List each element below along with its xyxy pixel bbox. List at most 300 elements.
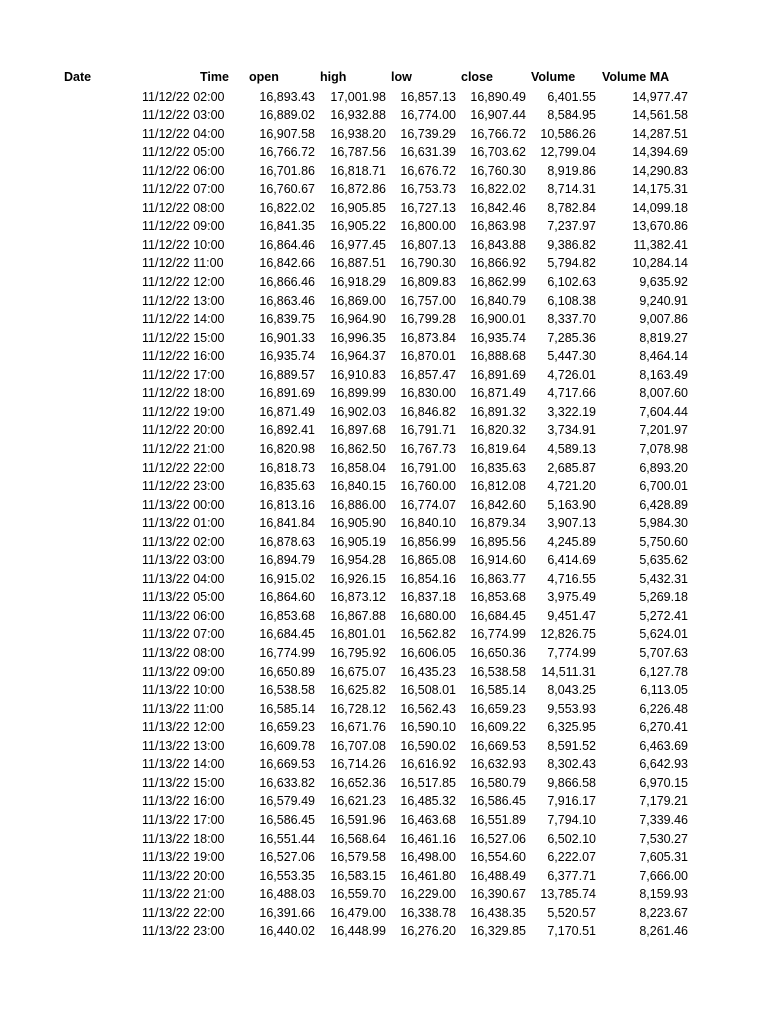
cell-close: 16,774.99 — [470, 627, 526, 642]
table-row — [0, 125, 768, 144]
cell-datetime: 11/12/22 12:00 — [142, 275, 225, 289]
cell-open: 16,774.99 — [259, 646, 315, 660]
cell-close: 16,659.23 — [470, 701, 526, 716]
table-row — [0, 180, 768, 199]
cell-datetime: 11/13/22 08:00 — [142, 646, 225, 660]
cell-low: 16,276.20 — [400, 924, 456, 939]
header-date: Date — [64, 70, 92, 84]
cell-volume-ma: 5,269.18 — [639, 590, 688, 605]
cell-volume-ma: 8,159.93 — [639, 887, 688, 902]
cell-volume: 2,685.87 — [547, 460, 596, 475]
cell-open: 16,915.02 — [259, 571, 315, 586]
cell-high: 16,899.99 — [330, 386, 386, 401]
cell-close: 16,863.77 — [470, 571, 526, 586]
table-row — [0, 403, 768, 422]
table-row — [0, 199, 768, 218]
cell-volume: 8,302.43 — [547, 757, 596, 772]
cell-low: 16,435.23 — [400, 664, 456, 679]
cell-volume-ma: 14,561.58 — [632, 108, 688, 123]
table-row — [0, 366, 768, 385]
cell-close: 16,703.62 — [470, 145, 526, 160]
cell-high: 16,801.01 — [330, 627, 386, 642]
cell-open: 16,527.06 — [259, 850, 315, 865]
cell-open: 16,579.49 — [259, 794, 315, 809]
cell-volume-ma: 14,099.18 — [632, 200, 688, 215]
cell-high: 16,858.04 — [330, 460, 386, 475]
cell-high: 16,869.00 — [330, 293, 386, 308]
cell-high: 16,714.26 — [330, 757, 386, 772]
table-row — [0, 421, 768, 440]
cell-low: 16,229.00 — [400, 887, 456, 902]
cell-open: 16,835.63 — [259, 479, 315, 494]
cell-open: 16,894.79 — [259, 553, 315, 568]
cell-close: 16,871.49 — [470, 386, 526, 401]
header-time: Time — [200, 70, 229, 84]
cell-datetime: 11/12/22 23:00 — [142, 479, 225, 494]
table-row — [0, 922, 768, 941]
cell-volume: 9,553.93 — [547, 701, 596, 716]
cell-volume: 5,163.90 — [547, 497, 596, 512]
cell-volume: 7,794.10 — [547, 812, 596, 827]
cell-volume: 8,591.52 — [547, 738, 596, 753]
cell-open: 16,440.02 — [259, 924, 315, 939]
cell-open: 16,669.53 — [259, 757, 315, 772]
cell-close: 16,907.44 — [470, 108, 526, 123]
cell-close: 16,914.60 — [470, 553, 526, 568]
cell-datetime: 11/13/22 00:00 — [142, 497, 225, 512]
cell-low: 16,760.00 — [400, 479, 456, 494]
cell-volume-ma: 7,078.98 — [639, 441, 688, 456]
table-row — [0, 625, 768, 644]
cell-volume: 4,721.20 — [547, 479, 596, 494]
cell-low: 16,753.73 — [400, 182, 456, 197]
cell-datetime: 11/13/22 18:00 — [142, 831, 225, 846]
cell-close: 16,895.56 — [470, 534, 526, 549]
cell-low: 16,676.72 — [400, 163, 456, 178]
cell-volume: 5,520.57 — [547, 905, 596, 920]
cell-open: 16,842.66 — [259, 256, 315, 271]
cell-volume: 4,245.89 — [547, 534, 596, 549]
cell-low: 16,616.92 — [400, 757, 456, 772]
header-open: open — [249, 70, 279, 84]
cell-low: 16,461.80 — [400, 868, 456, 883]
cell-volume: 4,717.66 — [547, 386, 596, 401]
cell-open: 16,659.23 — [259, 720, 315, 735]
cell-low: 16,757.00 — [400, 293, 456, 308]
cell-close: 16,890.49 — [470, 89, 526, 104]
cell-volume-ma: 6,127.78 — [639, 664, 688, 679]
cell-low: 16,774.07 — [400, 497, 456, 512]
cell-high: 16,652.36 — [330, 775, 386, 790]
cell-volume-ma: 6,270.41 — [639, 720, 688, 735]
cell-high: 16,579.58 — [330, 850, 386, 865]
cell-volume: 6,102.63 — [547, 275, 596, 289]
cell-volume: 8,919.86 — [547, 163, 596, 178]
cell-open: 16,878.63 — [259, 534, 315, 549]
cell-open: 16,864.46 — [259, 237, 315, 252]
cell-low: 16,517.85 — [400, 775, 456, 790]
cell-close: 16,760.30 — [470, 163, 526, 178]
cell-close: 16,888.68 — [470, 349, 526, 364]
cell-volume-ma: 9,635.92 — [639, 275, 688, 289]
table-row — [0, 904, 768, 923]
cell-volume: 8,043.25 — [547, 683, 596, 698]
cell-volume-ma: 6,113.05 — [640, 683, 688, 698]
cell-high: 16,671.76 — [330, 720, 386, 735]
cell-volume-ma: 6,226.48 — [639, 701, 688, 716]
cell-open: 16,650.89 — [259, 664, 315, 679]
cell-volume-ma: 7,666.00 — [639, 868, 688, 883]
cell-open: 16,935.74 — [259, 349, 315, 364]
cell-volume-ma: 5,707.63 — [639, 646, 688, 660]
table-row — [0, 644, 768, 663]
header-close: close — [461, 70, 493, 84]
cell-high: 16,902.03 — [330, 404, 386, 419]
header-volume-ma: Volume MA — [602, 70, 670, 84]
cell-open: 16,907.58 — [259, 126, 315, 141]
cell-close: 16,551.89 — [470, 812, 526, 827]
cell-low: 16,767.73 — [400, 441, 456, 456]
cell-datetime: 11/12/22 09:00 — [142, 219, 225, 234]
cell-datetime: 11/13/22 20:00 — [142, 868, 225, 883]
cell-high: 16,625.82 — [330, 683, 386, 698]
cell-datetime: 11/12/22 20:00 — [142, 423, 225, 438]
cell-datetime: 11/13/22 15:00 — [142, 775, 225, 790]
cell-volume-ma: 5,272.41 — [639, 608, 688, 623]
table-row — [0, 496, 768, 515]
cell-datetime: 11/13/22 11:00 — [142, 701, 224, 716]
cell-high: 16,938.20 — [330, 126, 386, 141]
table-row — [0, 477, 768, 496]
cell-volume-ma: 6,700.01 — [639, 479, 688, 494]
cell-high: 16,964.37 — [330, 349, 386, 364]
cell-low: 16,870.01 — [400, 349, 456, 364]
cell-close: 16,891.69 — [470, 367, 526, 382]
cell-high: 16,932.88 — [330, 108, 386, 123]
cell-volume: 9,386.82 — [547, 237, 596, 252]
cell-high: 16,559.70 — [330, 887, 386, 902]
cell-low: 16,338.78 — [400, 905, 456, 920]
table-row — [0, 347, 768, 366]
cell-close: 16,822.02 — [470, 182, 526, 197]
cell-high: 16,591.96 — [330, 812, 386, 827]
cell-volume-ma: 11,382.41 — [633, 237, 688, 252]
cell-datetime: 11/13/22 17:00 — [142, 812, 225, 827]
cell-open: 16,841.84 — [259, 516, 315, 531]
cell-volume: 14,511.31 — [541, 664, 596, 679]
table-row — [0, 217, 768, 236]
cell-volume: 8,782.84 — [547, 200, 596, 215]
cell-volume: 9,451.47 — [547, 608, 596, 623]
cell-low: 16,590.10 — [400, 720, 456, 735]
cell-datetime: 11/13/22 03:00 — [142, 553, 225, 568]
cell-low: 16,727.13 — [400, 200, 456, 215]
cell-close: 16,891.32 — [470, 404, 526, 419]
table-row — [0, 718, 768, 737]
cell-high: 16,996.35 — [330, 330, 386, 345]
cell-volume-ma: 8,007.60 — [639, 386, 688, 401]
cell-high: 16,873.12 — [330, 590, 386, 605]
cell-high: 16,867.88 — [330, 608, 386, 623]
cell-low: 16,840.10 — [400, 516, 456, 531]
cell-low: 16,590.02 — [400, 738, 456, 753]
table-row — [0, 384, 768, 403]
header-high: high — [320, 70, 347, 84]
cell-datetime: 11/12/22 07:00 — [142, 182, 225, 197]
cell-datetime: 11/12/22 11:00 — [142, 256, 224, 271]
table-row — [0, 273, 768, 292]
table-row — [0, 607, 768, 626]
cell-open: 16,853.68 — [259, 608, 315, 623]
table-row — [0, 236, 768, 255]
cell-close: 16,843.88 — [470, 237, 526, 252]
cell-open: 16,871.49 — [259, 404, 315, 419]
cell-volume-ma: 7,530.27 — [639, 831, 688, 846]
cell-datetime: 11/12/22 10:00 — [142, 237, 225, 252]
cell-volume-ma: 7,604.44 — [639, 404, 688, 419]
cell-volume: 4,589.13 — [547, 441, 596, 456]
cell-volume-ma: 5,635.62 — [639, 553, 688, 568]
cell-datetime: 11/13/22 19:00 — [142, 850, 225, 865]
cell-volume-ma: 9,007.86 — [639, 312, 688, 327]
cell-volume-ma: 14,977.47 — [632, 89, 688, 104]
cell-volume-ma: 8,223.67 — [639, 905, 688, 920]
cell-datetime: 11/12/22 05:00 — [142, 145, 225, 160]
cell-high: 16,862.50 — [330, 441, 386, 456]
cell-open: 16,538.58 — [259, 683, 315, 698]
cell-close: 16,669.53 — [470, 738, 526, 753]
table-row — [0, 848, 768, 867]
cell-volume: 7,237.97 — [547, 219, 596, 234]
cell-volume: 6,414.69 — [547, 553, 596, 568]
cell-volume-ma: 7,605.31 — [639, 850, 688, 865]
cell-high: 16,897.68 — [330, 423, 386, 438]
cell-volume-ma: 6,642.93 — [639, 757, 688, 772]
table-row — [0, 774, 768, 793]
cell-high: 16,448.99 — [330, 924, 386, 939]
cell-volume: 6,325.95 — [547, 720, 596, 735]
table-row — [0, 143, 768, 162]
table-row — [0, 551, 768, 570]
cell-datetime: 11/12/22 14:00 — [142, 312, 225, 327]
table-row — [0, 700, 768, 719]
cell-volume-ma: 14,175.31 — [632, 182, 688, 197]
cell-volume-ma: 5,750.60 — [639, 534, 688, 549]
cell-low: 16,809.83 — [400, 275, 456, 289]
cell-close: 16,900.01 — [470, 312, 526, 327]
cell-close: 16,586.45 — [470, 794, 526, 809]
cell-high: 16,964.90 — [330, 312, 386, 327]
table-row — [0, 88, 768, 107]
cell-open: 16,863.46 — [259, 293, 315, 308]
cell-open: 16,585.14 — [259, 701, 315, 716]
cell-volume: 3,907.13 — [547, 516, 596, 531]
table-row — [0, 106, 768, 125]
cell-high: 16,954.28 — [330, 553, 386, 568]
cell-volume: 12,799.04 — [540, 145, 596, 160]
cell-low: 16,837.18 — [400, 590, 456, 605]
cell-datetime: 11/12/22 16:00 — [142, 349, 225, 364]
cell-high: 16,728.12 — [330, 701, 386, 716]
cell-close: 16,812.08 — [470, 479, 526, 494]
cell-high: 16,872.86 — [330, 182, 386, 197]
cell-volume: 6,401.55 — [547, 89, 596, 104]
cell-close: 16,863.98 — [470, 219, 526, 234]
cell-high: 16,887.51 — [330, 256, 386, 271]
cell-open: 16,488.03 — [259, 887, 315, 902]
cell-datetime: 11/12/22 13:00 — [142, 293, 225, 308]
cell-low: 16,791.00 — [400, 460, 456, 475]
cell-high: 16,675.07 — [330, 664, 386, 679]
cell-volume-ma: 7,179.21 — [639, 794, 688, 809]
cell-low: 16,680.00 — [400, 608, 456, 623]
cell-volume: 7,285.36 — [547, 330, 596, 345]
table-row — [0, 254, 768, 273]
cell-volume-ma: 14,287.51 — [632, 126, 688, 141]
cell-volume-ma: 6,893.20 — [639, 460, 688, 475]
cell-low: 16,498.00 — [400, 850, 456, 865]
cell-volume: 7,916.17 — [547, 794, 596, 809]
cell-volume-ma: 6,428.89 — [639, 497, 688, 512]
cell-low: 16,857.13 — [400, 89, 456, 104]
cell-volume-ma: 5,432.31 — [639, 571, 688, 586]
table-row — [0, 792, 768, 811]
cell-close: 16,609.22 — [470, 720, 526, 735]
cell-datetime: 11/13/22 13:00 — [142, 738, 225, 753]
cell-high: 16,787.56 — [330, 145, 386, 160]
table-row — [0, 440, 768, 459]
cell-datetime: 11/13/22 21:00 — [142, 887, 225, 902]
cell-close: 16,488.49 — [470, 868, 526, 883]
cell-volume: 8,337.70 — [547, 312, 596, 327]
cell-volume: 6,502.10 — [547, 831, 596, 846]
cell-volume: 13,785.74 — [540, 887, 596, 902]
cell-open: 16,766.72 — [259, 145, 315, 160]
cell-high: 16,795.92 — [330, 646, 386, 660]
cell-volume: 3,975.49 — [547, 590, 596, 605]
cell-datetime: 11/12/22 08:00 — [142, 200, 225, 215]
cell-high: 16,818.71 — [330, 163, 386, 178]
cell-open: 16,901.33 — [259, 330, 315, 345]
cell-volume-ma: 14,290.83 — [632, 163, 688, 178]
cell-datetime: 11/13/22 07:00 — [142, 627, 225, 642]
cell-close: 16,684.45 — [470, 608, 526, 623]
cell-open: 16,889.57 — [259, 367, 315, 382]
cell-datetime: 11/13/22 02:00 — [142, 534, 225, 549]
cell-volume-ma: 8,163.49 — [639, 367, 688, 382]
cell-open: 16,839.75 — [259, 312, 315, 327]
cell-datetime: 11/13/22 22:00 — [142, 905, 225, 920]
cell-volume: 5,794.82 — [547, 256, 596, 271]
cell-open: 16,391.66 — [259, 905, 315, 920]
header-low: low — [391, 70, 412, 84]
table-row — [0, 737, 768, 756]
cell-low: 16,807.13 — [400, 237, 456, 252]
cell-high: 16,583.15 — [330, 868, 386, 883]
cell-high: 16,905.90 — [330, 516, 386, 531]
cell-volume: 6,222.07 — [547, 850, 596, 865]
table-row — [0, 755, 768, 774]
cell-high: 16,910.83 — [330, 367, 386, 382]
cell-volume-ma: 8,819.27 — [639, 330, 688, 345]
cell-volume-ma: 5,984.30 — [639, 516, 688, 531]
cell-volume-ma: 10,284.14 — [632, 256, 688, 271]
cell-volume: 5,447.30 — [547, 349, 596, 364]
cell-close: 16,842.46 — [470, 200, 526, 215]
cell-volume-ma: 5,624.01 — [639, 627, 688, 642]
cell-close: 16,650.36 — [470, 646, 526, 660]
cell-low: 16,800.00 — [400, 219, 456, 234]
cell-close: 16,866.92 — [470, 256, 526, 271]
cell-close: 16,527.06 — [470, 831, 526, 846]
cell-volume: 3,734.91 — [547, 423, 596, 438]
cell-datetime: 11/12/22 03:00 — [142, 108, 225, 123]
cell-close: 16,935.74 — [470, 330, 526, 345]
cell-datetime: 11/12/22 17:00 — [142, 367, 225, 382]
cell-datetime: 11/12/22 04:00 — [142, 126, 225, 141]
cell-close: 16,862.99 — [470, 275, 526, 289]
cell-datetime: 11/13/22 04:00 — [142, 571, 225, 586]
cell-open: 16,551.44 — [259, 831, 315, 846]
cell-high: 16,568.64 — [330, 831, 386, 846]
cell-low: 16,791.71 — [400, 423, 456, 438]
cell-high: 16,977.45 — [330, 237, 386, 252]
cell-close: 16,585.14 — [470, 683, 526, 698]
table-row — [0, 885, 768, 904]
cell-open: 16,813.16 — [259, 497, 315, 512]
cell-volume: 4,716.55 — [547, 571, 596, 586]
cell-high: 16,905.22 — [330, 219, 386, 234]
table-row — [0, 867, 768, 886]
cell-close: 16,835.63 — [470, 460, 526, 475]
cell-volume: 8,584.95 — [547, 108, 596, 123]
cell-high: 16,479.00 — [330, 905, 386, 920]
table-row — [0, 811, 768, 830]
cell-open: 16,818.73 — [259, 460, 315, 475]
cell-low: 16,857.47 — [400, 367, 456, 382]
cell-close: 16,390.67 — [470, 887, 526, 902]
cell-low: 16,739.29 — [400, 126, 456, 141]
cell-low: 16,606.05 — [400, 646, 456, 660]
cell-volume-ma: 8,464.14 — [639, 349, 688, 364]
cell-datetime: 11/13/22 10:00 — [142, 683, 225, 698]
cell-low: 16,790.30 — [400, 256, 456, 271]
cell-close: 16,819.64 — [470, 441, 526, 456]
cell-open: 16,892.41 — [259, 423, 315, 438]
cell-volume: 3,322.19 — [547, 404, 596, 419]
cell-low: 16,854.16 — [400, 571, 456, 586]
cell-low: 16,830.00 — [400, 386, 456, 401]
cell-close: 16,840.79 — [470, 293, 526, 308]
cell-low: 16,774.00 — [400, 108, 456, 123]
cell-datetime: 11/13/22 09:00 — [142, 664, 225, 679]
cell-low: 16,463.68 — [400, 812, 456, 827]
cell-datetime: 11/13/22 01:00 — [142, 516, 225, 531]
cell-volume-ma: 6,970.15 — [639, 775, 688, 790]
cell-volume-ma: 7,201.97 — [639, 423, 688, 438]
cell-low: 16,631.39 — [400, 145, 456, 160]
cell-low: 16,865.08 — [400, 553, 456, 568]
cell-open: 16,891.69 — [259, 386, 315, 401]
cell-low: 16,799.28 — [400, 312, 456, 327]
cell-datetime: 11/13/22 06:00 — [142, 608, 225, 623]
cell-volume-ma: 13,670.86 — [632, 219, 688, 234]
cell-volume: 10,586.26 — [540, 126, 596, 141]
cell-open: 16,586.45 — [259, 812, 315, 827]
cell-open: 16,864.60 — [259, 590, 315, 605]
table-row — [0, 681, 768, 700]
cell-high: 16,621.23 — [330, 794, 386, 809]
